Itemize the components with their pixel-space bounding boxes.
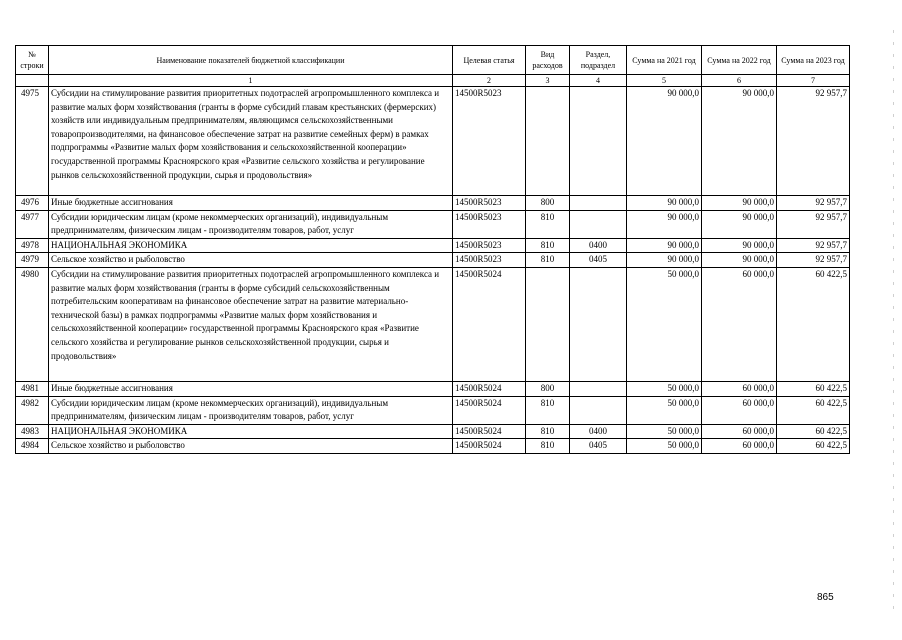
row-sum-2022: 60 000,0: [702, 267, 777, 381]
row-target: 14500R5024: [453, 381, 526, 396]
row-name: Субсидии юридическим лицам (кроме некоммерческих организаций), индивидуальным предпринимателям, физическим лицам - производителям товаров, работ, услуг: [49, 396, 453, 424]
row-expense-type: 800: [526, 381, 570, 396]
row-sum-2022: 60 000,0: [702, 424, 777, 439]
row-number: 4984: [16, 439, 49, 454]
row-name: Иные бюджетные ассигнования: [49, 196, 453, 211]
row-target: 14500R5024: [453, 439, 526, 454]
row-number: 4979: [16, 253, 49, 268]
row-number: 4976: [16, 196, 49, 211]
table-row: [16, 439, 850, 454]
row-number: 4983: [16, 424, 49, 439]
table-row: [16, 253, 850, 268]
row-sum-2021: 90 000,0: [627, 87, 702, 196]
row-sum-2021: 50 000,0: [627, 439, 702, 454]
column-number: 5: [627, 75, 702, 87]
column-number: 6: [702, 75, 777, 87]
row-sum-2023: 60 422,5: [777, 396, 850, 424]
row-sum-2021: 50 000,0: [627, 424, 702, 439]
row-sum-2023: 60 422,5: [777, 267, 850, 381]
header-section: Раздел, подраздел: [570, 46, 627, 75]
table-row: [16, 424, 850, 439]
row-sum-2023: 92 957,7: [777, 210, 850, 238]
column-number: 7: [777, 75, 850, 87]
header-expense-type: Вид расходов: [526, 46, 570, 75]
row-number: 4980: [16, 267, 49, 381]
row-sum-2023: 92 957,7: [777, 238, 850, 253]
header-name: Наименование показателей бюджетной классификации: [49, 46, 453, 75]
row-target: 14500R5023: [453, 87, 526, 196]
row-sum-2022: 60 000,0: [702, 381, 777, 396]
header-sum-2021: Сумма на 2021 год: [627, 46, 702, 75]
row-target: 14500R5023: [453, 253, 526, 268]
row-section: [570, 267, 627, 381]
header-sum-2022: Сумма на 2022 год: [702, 46, 777, 75]
scan-edge-dots: [893, 30, 894, 610]
row-target: 14500R5024: [453, 424, 526, 439]
row-sum-2023: 92 957,7: [777, 196, 850, 211]
table-row: [16, 381, 850, 396]
row-sum-2021: 90 000,0: [627, 238, 702, 253]
column-number: 4: [570, 75, 627, 87]
column-number-row: [16, 75, 850, 87]
row-sum-2021: 50 000,0: [627, 381, 702, 396]
row-name: Субсидии юридическим лицам (кроме некоммерческих организаций), индивидуальным предпринимателям, физическим лицам - производителям товаров, работ, услуг: [49, 210, 453, 238]
row-target: 14500R5023: [453, 210, 526, 238]
row-name: Субсидии на стимулирование развития приоритетных подотраслей агропромышленного комплекса и развитие малых форм хозяйствования (гранты в форме субсидий сельскохозяйственным потребительским кооперативам на финансовое обеспечение затрат на развитие материально-технической базы) в рамках подпрограммы «Развитие малых форм хозяйствования и сельскохозяйственной кооперации» государственной программы Красноярского края «Развитие сельского хозяйства и регулирование рынков сельскохозяйственной продукции, сырья и продовольствия»: [49, 267, 453, 381]
table-row: [16, 196, 850, 211]
column-number: 1: [49, 75, 453, 87]
header-row-no: № строки: [16, 46, 49, 75]
row-number: 4975: [16, 87, 49, 196]
row-section: [570, 381, 627, 396]
row-name: НАЦИОНАЛЬНАЯ ЭКОНОМИКА: [49, 238, 453, 253]
column-number: 2: [453, 75, 526, 87]
row-number: 4982: [16, 396, 49, 424]
row-section: 0405: [570, 253, 627, 268]
row-expense-type: 810: [526, 210, 570, 238]
table-row: [16, 210, 850, 238]
row-name: Иные бюджетные ассигнования: [49, 381, 453, 396]
row-section: [570, 396, 627, 424]
row-expense-type: 810: [526, 424, 570, 439]
header-sum-2023: Сумма на 2023 год: [777, 46, 850, 75]
row-sum-2021: 50 000,0: [627, 396, 702, 424]
row-number: 4981: [16, 381, 49, 396]
row-number: 4977: [16, 210, 49, 238]
row-expense-type: [526, 87, 570, 196]
row-number: 4978: [16, 238, 49, 253]
row-expense-type: 810: [526, 238, 570, 253]
row-sum-2023: 92 957,7: [777, 253, 850, 268]
row-sum-2022: 60 000,0: [702, 396, 777, 424]
row-sum-2021: 90 000,0: [627, 210, 702, 238]
row-sum-2021: 50 000,0: [627, 267, 702, 381]
row-expense-type: 810: [526, 439, 570, 454]
table-row: [16, 87, 850, 196]
table-row: [16, 267, 850, 381]
table-row: [16, 396, 850, 424]
page-number: 865: [817, 592, 834, 603]
row-name: Субсидии на стимулирование развития приоритетных подотраслей агропромышленного комплекса и развитие малых форм хозяйствования (гранты в форме субсидий главам крестьянских (фермерских) хозяйств или индивидуальным предпринимателям, являющимся сельскохозяйственными товаропроизводителями, на финансовое обеспечение затрат на развитие семейных ферм) в рамках подпрограммы «Развитие малых форм хозяйствования и сельскохозяйственной кооперации» государственной программы Красноярского края «Развитие сельского хозяйства и регулирование рынков сельскохозяйственной продукции, сырья и продовольствия»: [49, 87, 453, 196]
row-target: 14500R5024: [453, 396, 526, 424]
column-number: 3: [526, 75, 570, 87]
row-sum-2022: 90 000,0: [702, 210, 777, 238]
row-sum-2022: 90 000,0: [702, 196, 777, 211]
row-name: Сельское хозяйство и рыболовство: [49, 253, 453, 268]
row-sum-2023: 60 422,5: [777, 381, 850, 396]
column-number: [16, 75, 49, 87]
row-section: [570, 210, 627, 238]
row-expense-type: 800: [526, 196, 570, 211]
row-name: НАЦИОНАЛЬНАЯ ЭКОНОМИКА: [49, 424, 453, 439]
row-section: 0405: [570, 439, 627, 454]
row-section: [570, 196, 627, 211]
budget-table: [15, 45, 850, 454]
row-sum-2022: 90 000,0: [702, 238, 777, 253]
row-section: 0400: [570, 238, 627, 253]
row-section: [570, 87, 627, 196]
row-expense-type: [526, 267, 570, 381]
row-section: 0400: [570, 424, 627, 439]
table-row: [16, 238, 850, 253]
row-sum-2021: 90 000,0: [627, 196, 702, 211]
header-row: [16, 46, 850, 75]
row-target: 14500R5024: [453, 267, 526, 381]
row-target: 14500R5023: [453, 238, 526, 253]
row-sum-2023: 92 957,7: [777, 87, 850, 196]
row-sum-2022: 60 000,0: [702, 439, 777, 454]
row-name: Сельское хозяйство и рыболовство: [49, 439, 453, 454]
row-sum-2021: 90 000,0: [627, 253, 702, 268]
row-sum-2023: 60 422,5: [777, 424, 850, 439]
row-target: 14500R5023: [453, 196, 526, 211]
row-sum-2022: 90 000,0: [702, 87, 777, 196]
header-target: Целевая статья: [453, 46, 526, 75]
row-expense-type: 810: [526, 396, 570, 424]
row-expense-type: 810: [526, 253, 570, 268]
row-sum-2022: 90 000,0: [702, 253, 777, 268]
row-sum-2023: 60 422,5: [777, 439, 850, 454]
